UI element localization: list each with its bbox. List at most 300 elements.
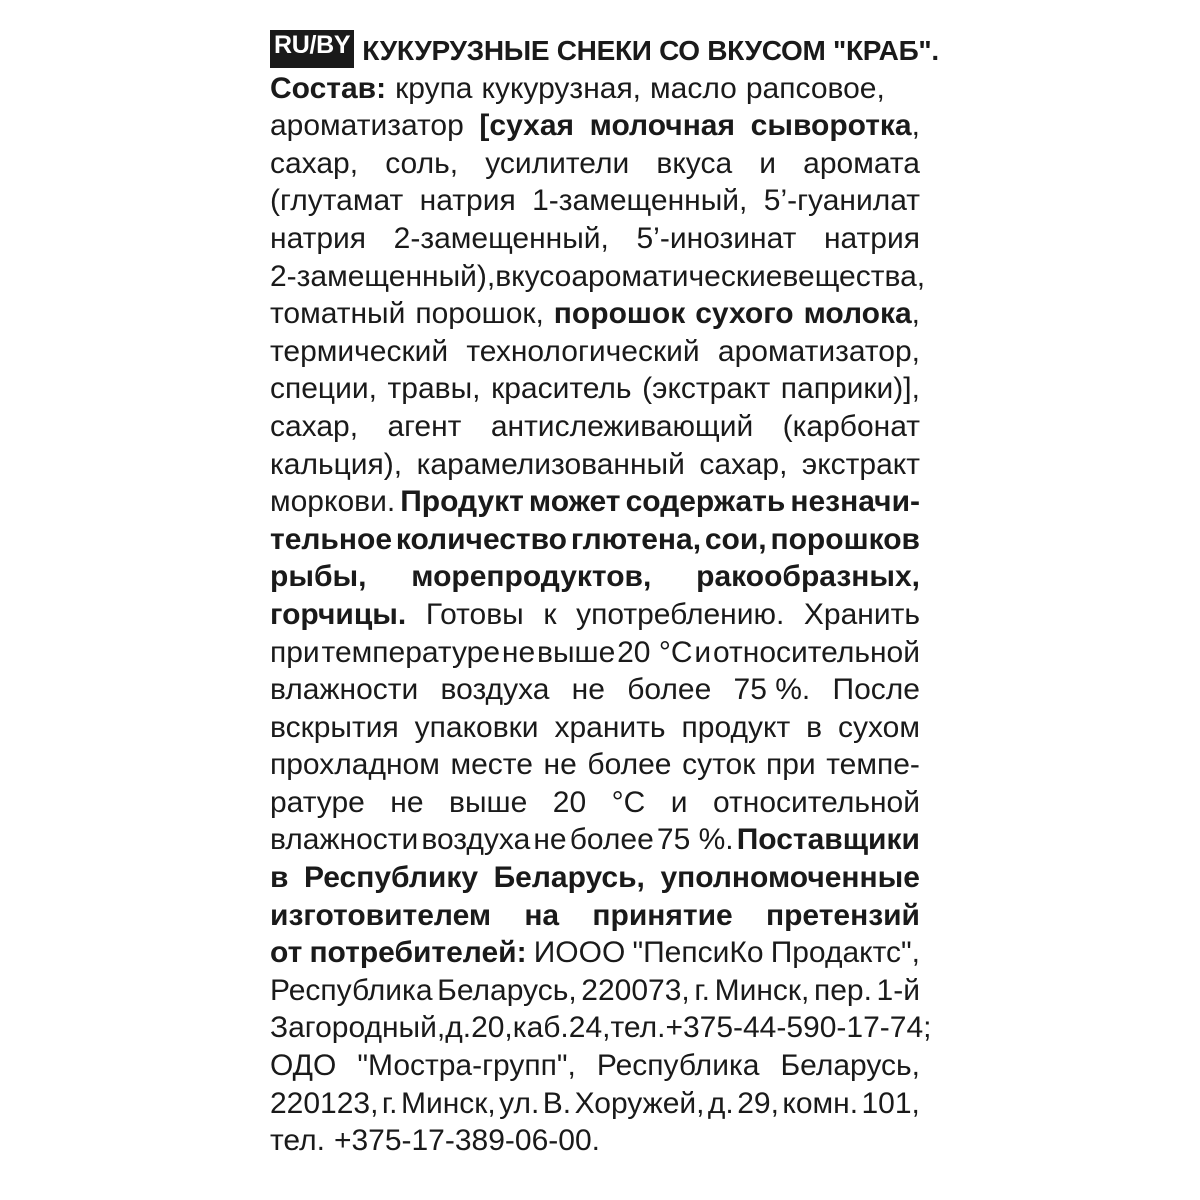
- text-line: [270, 934, 920, 972]
- word-text: более: [587, 748, 672, 782]
- word-text: каб.: [512, 1011, 569, 1045]
- word-text: сухом: [838, 710, 920, 744]
- text-line: [270, 784, 920, 822]
- word: [270, 182, 403, 220]
- word-text: 20,: [471, 1011, 513, 1045]
- word: [445, 1009, 471, 1047]
- bold-word: Беларусь,: [493, 861, 645, 895]
- word: [611, 1009, 666, 1047]
- word: [270, 784, 365, 822]
- word: [576, 596, 784, 634]
- word-text: 1-й: [876, 973, 920, 1007]
- word-text: карамелизованный: [416, 447, 685, 481]
- word-text: °С: [611, 785, 646, 819]
- word: [417, 446, 685, 484]
- word: [533, 821, 566, 859]
- word-text: натрия: [419, 184, 516, 218]
- bold-word: Республику: [304, 861, 479, 895]
- word: [400, 483, 524, 521]
- word: [626, 483, 786, 521]
- word: [479, 107, 574, 145]
- word: [322, 634, 500, 672]
- word: [395, 70, 472, 108]
- word: [637, 220, 797, 258]
- bold-word: сои,: [704, 522, 767, 556]
- word-text: прохладном: [270, 748, 440, 782]
- word: [270, 859, 288, 897]
- product-label-text: [270, 31, 939, 1160]
- word-text: тел.: [610, 1011, 666, 1045]
- word-text: температуре: [321, 635, 501, 669]
- text-line: [270, 295, 920, 333]
- word-text: не: [533, 823, 567, 857]
- word: [682, 709, 791, 747]
- word-text: Республика: [270, 973, 433, 1007]
- word: [270, 70, 386, 108]
- text-line: [270, 182, 920, 220]
- word: [544, 746, 577, 784]
- word: [806, 709, 822, 747]
- word-text: После: [832, 673, 920, 707]
- word-text: Беларусь,: [780, 1049, 920, 1083]
- word: [766, 897, 920, 935]
- text-line: [270, 220, 920, 258]
- word: [382, 1085, 398, 1123]
- word: [524, 897, 559, 935]
- word: [270, 483, 395, 521]
- word-text: ароматизатор: [270, 109, 464, 143]
- word: [587, 746, 671, 784]
- bold-word: в: [270, 861, 289, 895]
- word-text: 2-замещенный,: [393, 221, 609, 255]
- word: [575, 1085, 705, 1123]
- word: [814, 972, 872, 1010]
- word-text: 20 °С: [617, 635, 693, 669]
- word: [737, 1085, 779, 1123]
- word: [597, 1047, 760, 1085]
- word: [746, 70, 885, 108]
- text-line: [270, 483, 920, 521]
- word: [553, 784, 586, 822]
- word: [617, 634, 692, 672]
- word-text: суток: [682, 748, 756, 782]
- bold-word: претензий: [765, 898, 920, 932]
- bold-word: изготовителем: [270, 898, 492, 932]
- bold-word: порошков: [770, 522, 920, 556]
- word: [388, 370, 481, 408]
- word-text: ароматизатор,: [717, 334, 920, 368]
- word-text: темпе-: [826, 748, 920, 782]
- word-text: 220123,: [270, 1086, 379, 1120]
- text-line: [270, 408, 920, 446]
- word: [270, 634, 320, 672]
- text-line: [270, 671, 920, 709]
- bold-word: Состав:: [270, 71, 387, 105]
- word-text: В.: [542, 1086, 572, 1120]
- word-text: при: [270, 635, 320, 669]
- word-text: Беларусь,: [437, 973, 577, 1007]
- word: [751, 107, 920, 145]
- word: [695, 295, 793, 333]
- word-text: экстракт: [801, 447, 920, 481]
- word: [270, 558, 366, 596]
- text-line: [270, 1085, 920, 1123]
- text-line: [270, 897, 920, 935]
- word: [705, 521, 767, 559]
- word-text: более: [569, 823, 654, 857]
- word: [592, 897, 732, 935]
- word-text: выше: [537, 635, 616, 669]
- text-line: [270, 370, 920, 408]
- word-text: и: [759, 146, 777, 180]
- word-text: влажности: [270, 823, 419, 857]
- word: [466, 333, 699, 371]
- word: [671, 784, 688, 822]
- word-text: воздуха: [440, 673, 550, 707]
- word: [861, 1085, 919, 1123]
- word-text: масло: [650, 71, 737, 105]
- word-text: влажности: [270, 673, 419, 707]
- text-line: [270, 709, 920, 747]
- word-text: антислеживающий: [490, 409, 754, 443]
- word: [529, 483, 621, 521]
- word: [437, 972, 577, 1010]
- word-text: 1-замещенный,: [532, 184, 748, 218]
- word-text: 75 %.: [656, 823, 734, 857]
- bold-word: морепродуктов,: [411, 560, 652, 594]
- bold-word: горчицы.: [270, 597, 407, 631]
- word-text: и: [694, 635, 712, 669]
- word: [420, 182, 516, 220]
- word: [482, 70, 642, 108]
- bold-word: Поставщики: [736, 823, 920, 857]
- word-text: пер.: [813, 973, 872, 1007]
- word: [426, 596, 524, 634]
- word: [715, 972, 810, 1010]
- word: [803, 145, 920, 183]
- word-text: ратуре: [270, 785, 365, 819]
- word: [555, 709, 666, 747]
- word: [441, 671, 550, 709]
- word: [495, 258, 782, 296]
- word-text: специи,: [270, 372, 377, 406]
- text-line: [270, 746, 920, 784]
- word: [270, 521, 392, 559]
- word-text: томатный: [270, 297, 406, 331]
- bold-word: ракообразных,: [696, 560, 920, 594]
- word-text: вкусоароматические: [495, 259, 783, 293]
- word: [804, 295, 920, 333]
- bold-word: молочная: [589, 109, 735, 143]
- word: [270, 107, 464, 145]
- word-text: 24,: [568, 1011, 611, 1045]
- word: [491, 370, 631, 408]
- word-text: Минск,: [714, 973, 810, 1007]
- word: [699, 446, 787, 484]
- text-line: [270, 1047, 920, 1085]
- word: [450, 746, 532, 784]
- word: [471, 1009, 513, 1047]
- word-text: 220073,: [581, 973, 690, 1007]
- word: [554, 295, 685, 333]
- word: [543, 596, 556, 634]
- word: [838, 709, 920, 747]
- word-text: д.: [707, 1086, 734, 1120]
- word: [270, 671, 418, 709]
- word: [824, 220, 920, 258]
- word: [396, 521, 567, 559]
- word: [790, 483, 920, 521]
- word: [270, 408, 358, 446]
- word: [734, 671, 811, 709]
- word: [411, 558, 651, 596]
- word-text: усилители: [485, 146, 630, 180]
- word-text: употреблению.: [576, 597, 785, 631]
- word: [696, 558, 920, 596]
- word: [270, 370, 377, 408]
- word-text: Хранить: [803, 597, 920, 631]
- word-text: ОДО: [270, 1049, 337, 1083]
- word-text: комн.: [782, 1086, 859, 1120]
- word-text: +375-44-590-17-74;: [665, 1011, 932, 1045]
- word-text: не: [390, 785, 424, 819]
- word: [682, 746, 755, 784]
- word: [270, 295, 405, 333]
- word-text: и: [670, 785, 688, 819]
- word: [782, 258, 925, 296]
- word: [877, 972, 920, 1010]
- word-text: относительной: [712, 635, 920, 669]
- word: [737, 821, 920, 859]
- word-text: "ПепсиКо: [632, 936, 764, 970]
- word: [270, 897, 491, 935]
- word-text: г.: [694, 973, 710, 1007]
- word: [449, 784, 527, 822]
- word-text: соль,: [385, 146, 459, 180]
- text-line: [270, 972, 920, 1010]
- word-text: Готовы: [425, 597, 524, 631]
- word-text: паприки)],: [780, 372, 920, 406]
- word-text: г.: [381, 1086, 398, 1120]
- text-line: [270, 70, 920, 108]
- word: [759, 145, 776, 183]
- word-text: (экстракт: [642, 372, 771, 406]
- text-line: [270, 1122, 920, 1160]
- word: [632, 934, 763, 972]
- word-text: ,: [911, 297, 920, 331]
- word-text: технологический: [466, 334, 700, 368]
- bold-word: [сухая: [479, 109, 575, 143]
- word-text: Продактс",: [770, 936, 920, 970]
- word-text: (глутамат: [270, 184, 404, 218]
- word-text: моркови.: [270, 485, 396, 519]
- bold-word: Продукт: [400, 485, 524, 519]
- word: [270, 972, 433, 1010]
- word-text: сахар,: [270, 409, 359, 443]
- word: [802, 446, 920, 484]
- word-text: не: [543, 748, 577, 782]
- word: [304, 859, 478, 897]
- word: [494, 859, 645, 897]
- bold-word: глютена,: [570, 522, 702, 556]
- word-text: ,: [911, 109, 920, 143]
- bold-word: на: [524, 898, 560, 932]
- word: [415, 295, 544, 333]
- bold-word: тельное: [270, 522, 393, 556]
- text-line: [270, 859, 920, 897]
- word: [270, 746, 440, 784]
- word-text: краситель: [491, 372, 632, 406]
- bold-word: порошок: [553, 297, 686, 331]
- word-text: вкуса: [656, 146, 733, 180]
- word-text: Хоружей,: [574, 1086, 705, 1120]
- word: [485, 145, 629, 183]
- word-text: рапсовое,: [745, 71, 885, 105]
- word: [270, 596, 406, 634]
- word-text: кукурузная,: [481, 71, 642, 105]
- word: [660, 859, 920, 897]
- word: [612, 784, 646, 822]
- word: [534, 934, 626, 972]
- word-text: агент: [387, 409, 462, 443]
- word: [766, 746, 816, 784]
- word: [657, 821, 734, 859]
- word: [718, 333, 920, 371]
- word: [833, 671, 920, 709]
- word-text: 20: [552, 785, 587, 819]
- word-text: Минск,: [400, 1086, 496, 1120]
- ingredients-paragraph: [270, 70, 932, 1160]
- text-line: [270, 558, 920, 596]
- word: [270, 220, 366, 258]
- bold-word: уполномоченные: [660, 861, 920, 895]
- word-text: кальция),: [270, 447, 403, 481]
- word-text: +375-17-389-06-00.: [333, 1124, 600, 1158]
- word-text: аромата: [803, 146, 920, 180]
- word: [572, 671, 605, 709]
- word-text: 101,: [861, 1086, 920, 1120]
- word: [713, 784, 920, 822]
- word: [783, 408, 920, 446]
- word-text: натрия: [823, 221, 920, 255]
- word: [694, 972, 710, 1010]
- word: [764, 182, 920, 220]
- bold-word: количество: [395, 522, 567, 556]
- word-text: тел.: [270, 1124, 325, 1158]
- word: [415, 709, 539, 747]
- word: [270, 333, 448, 371]
- text-line: [270, 145, 920, 183]
- word: [270, 821, 418, 859]
- word-text: месте: [450, 748, 533, 782]
- word-text: относительной: [712, 785, 920, 819]
- word: [270, 934, 302, 972]
- word: [387, 408, 461, 446]
- word-text: вскрытия: [270, 710, 399, 744]
- word: [581, 972, 689, 1010]
- word-text: 5’-инозинат: [636, 221, 797, 255]
- word: [543, 1085, 571, 1123]
- bold-word: от: [270, 936, 303, 970]
- word: [770, 521, 920, 559]
- word: [270, 1047, 336, 1085]
- word: [502, 634, 535, 672]
- word: [665, 1009, 931, 1047]
- word-text: сахар,: [699, 447, 788, 481]
- text-line: [270, 596, 920, 634]
- bold-word: молока: [803, 297, 912, 331]
- word: [570, 821, 654, 859]
- word: [334, 1122, 600, 1160]
- word: [401, 1085, 496, 1123]
- word-text: "Мостра-групп",: [357, 1049, 576, 1083]
- word: [421, 821, 530, 859]
- bold-word: сухого: [695, 297, 794, 331]
- word-text: 29,: [737, 1086, 779, 1120]
- word: [627, 671, 711, 709]
- title-line: [270, 31, 939, 70]
- word-text: более: [627, 673, 712, 707]
- word-text: ул.: [499, 1086, 540, 1120]
- word-text: выше: [449, 785, 528, 819]
- word: [491, 408, 753, 446]
- word-text: не: [571, 673, 605, 707]
- word: [537, 634, 615, 672]
- word-text: ИООО: [533, 936, 626, 970]
- text-line: [270, 634, 920, 672]
- text-line: [270, 107, 920, 145]
- word: [781, 370, 920, 408]
- word: [708, 1085, 734, 1123]
- word: [569, 1009, 611, 1047]
- word-text: порошок,: [415, 297, 544, 331]
- word: [513, 1009, 569, 1047]
- word-text: вещества,: [782, 259, 926, 293]
- word: [270, 145, 358, 183]
- text-line: [270, 821, 920, 859]
- word-text: 2-замещенный),: [270, 259, 496, 293]
- text-line: [270, 446, 920, 484]
- bold-word: потребителей:: [309, 936, 527, 970]
- word: [571, 521, 701, 559]
- word-text: 5’-гуанилат: [763, 184, 920, 218]
- word: [826, 746, 920, 784]
- word-text: травы,: [387, 372, 481, 406]
- word-text: при: [765, 748, 816, 782]
- text-line: [270, 1009, 932, 1047]
- word-text: крупа: [395, 71, 473, 105]
- bold-word: сыворотка: [750, 109, 912, 143]
- language-badge: RU/BY: [270, 30, 354, 68]
- word: [804, 596, 920, 634]
- word-text: натрия: [270, 221, 367, 255]
- word: [650, 70, 737, 108]
- word: [782, 1085, 858, 1123]
- word: [694, 634, 711, 672]
- word: [532, 182, 747, 220]
- word: [270, 1122, 325, 1160]
- word: [390, 784, 423, 822]
- word-text: 75 %.: [733, 673, 811, 707]
- word-text: Загородный,: [270, 1011, 446, 1045]
- word: [385, 145, 458, 183]
- bold-word: содержать: [625, 485, 786, 519]
- word-text: воздуха: [421, 823, 531, 857]
- word: [357, 1047, 576, 1085]
- word: [394, 220, 609, 258]
- bold-word: принятие: [592, 898, 733, 932]
- word-text: сахар,: [270, 146, 359, 180]
